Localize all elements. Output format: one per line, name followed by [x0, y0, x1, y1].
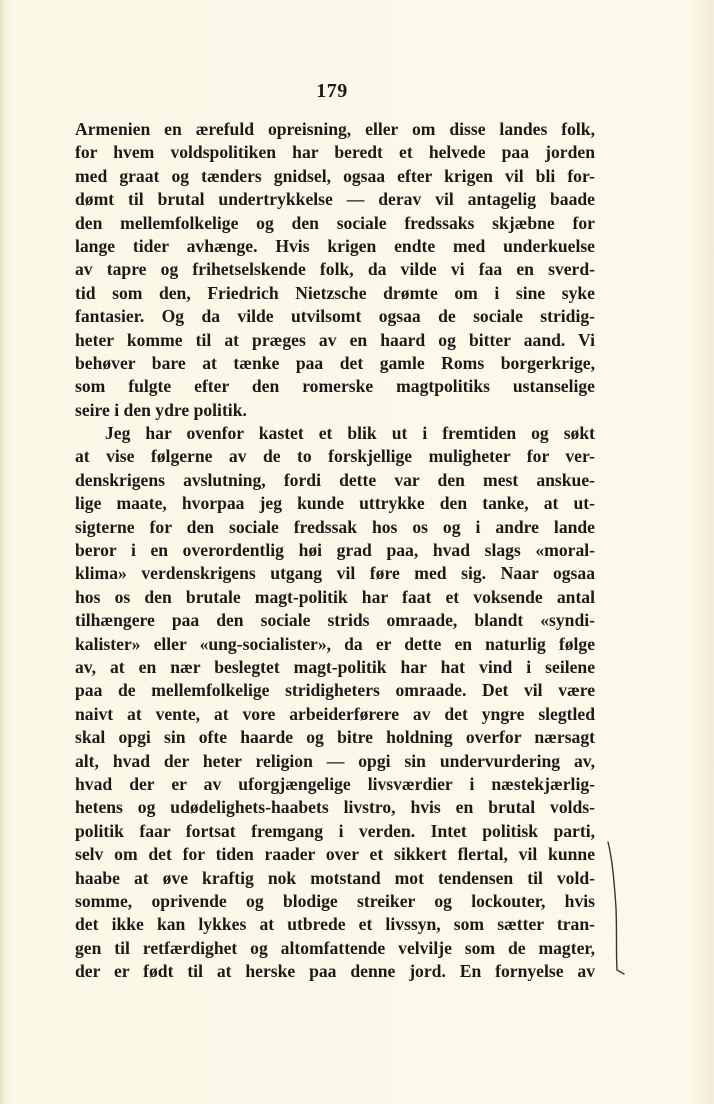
text-line: somme, oprivende og blodige streiker og lockouter, hvis	[75, 890, 595, 911]
text-line: det ikke kan lykkes at utbrede et livssyn, som sætter tran-	[75, 914, 595, 935]
text-line: med graat og tænders gnidsel, ogsaa efter krigen vil bli for-	[75, 165, 595, 186]
margin-pencil-mark	[604, 838, 626, 978]
text-line: Armenien en ærefuld opreisning, eller om disse landes folk,	[75, 119, 595, 139]
text-line: den mellemfolkelige og den sociale fredssaks skjæbne for	[75, 212, 595, 233]
text-line: politik faar fortsat fremgang i verden. Intet politisk parti,	[75, 820, 595, 841]
text-line: som fulgte efter den romerske magtpolitiks ustanselige	[75, 376, 595, 397]
text-line: hetens og udødelighets-haabets livstro, hvis en brutal volds-	[75, 797, 595, 818]
text-line: beror i en overordentlig høi grad paa, hvad slags «moral-	[75, 540, 595, 561]
text-line: tid som den, Friedrich Nietzsche drømte om i sine syke	[75, 282, 595, 303]
text-line: der er født til at herske paa denne jord. En fornyelse av	[75, 961, 595, 982]
page-edge	[0, 0, 3, 1104]
text-line: gen til retfærdighet og altomfattende velvilje som de magter,	[75, 937, 595, 958]
text-line: behøver bare at tænke paa det gamle Roms borgerkrige,	[75, 352, 595, 373]
text-line: seire i den ydre politik.	[75, 399, 247, 420]
text-line: selv om det for tiden raader over et sikkert flertal, vil kunne	[75, 844, 595, 865]
text-line: denskrigens avslutning, fordi dette var den mest anskue-	[75, 469, 595, 490]
text-line: sigterne for den sociale fredssak hos os og i andre lande	[75, 516, 595, 537]
text-line: naivt at vente, at vore arbeiderførere av det yngre slegtled	[75, 703, 595, 724]
text-line: kalister» eller «ung-socialister», da er dette en naturlig følge	[75, 633, 595, 654]
text-line: hos os den brutale magt-politik har faat et voksende antal	[75, 586, 595, 607]
text-line: Jeg har ovenfor kastet et blik ut i fremtiden og søkt	[105, 423, 595, 444]
text-line: dømt til brutal undertrykkelse — derav vil antagelig baade	[75, 189, 595, 210]
body-text	[75, 118, 595, 983]
text-line: haabe at øve kraftig nok motstand mot tendensen til vold-	[75, 867, 595, 888]
text-line: for hvem voldspolitiken har beredt et helvede paa jorden	[75, 142, 595, 163]
text-line: paa de mellemfolkelige stridigheters omraade. Det vil være	[75, 680, 595, 701]
text-line: av, at en nær beslegtet magt-politik har hat vind i seilene	[75, 656, 595, 677]
text-line: lige maate, hvorpaa jeg kunde uttrykke den tanke, at ut-	[75, 493, 595, 514]
text-line: tilhængere paa den sociale strids omraade, blandt «syndi-	[75, 610, 595, 631]
page-number: 179	[316, 80, 348, 102]
text-line: klima» verdenskrigens utgang vil føre med sig. Naar ogsaa	[75, 563, 595, 584]
text-line: heter komme til at præges av en haard og bitter aand. Vi	[75, 329, 595, 350]
text-line: lange tider avhænge. Hvis krigen endte med underkuelse	[75, 235, 595, 256]
text-line: skal opgi sin ofte haarde og bitre holdning overfor nærsagt	[75, 727, 595, 748]
text-line: at vise følgerne av de to forskjellige muligheter for ver-	[75, 446, 595, 467]
text-line: hvad der er av uforgjængelige livsværdier i næstekjærlig-	[75, 773, 595, 794]
text-line: alt, hvad der heter religion — opgi sin undervurdering av,	[75, 750, 595, 771]
text-line: av tapre og frihetselskende folk, da vilde vi faa en sverd-	[75, 259, 595, 280]
text-line: fantasier. Og da vilde utvilsomt ogsaa de sociale stridig-	[75, 306, 595, 327]
